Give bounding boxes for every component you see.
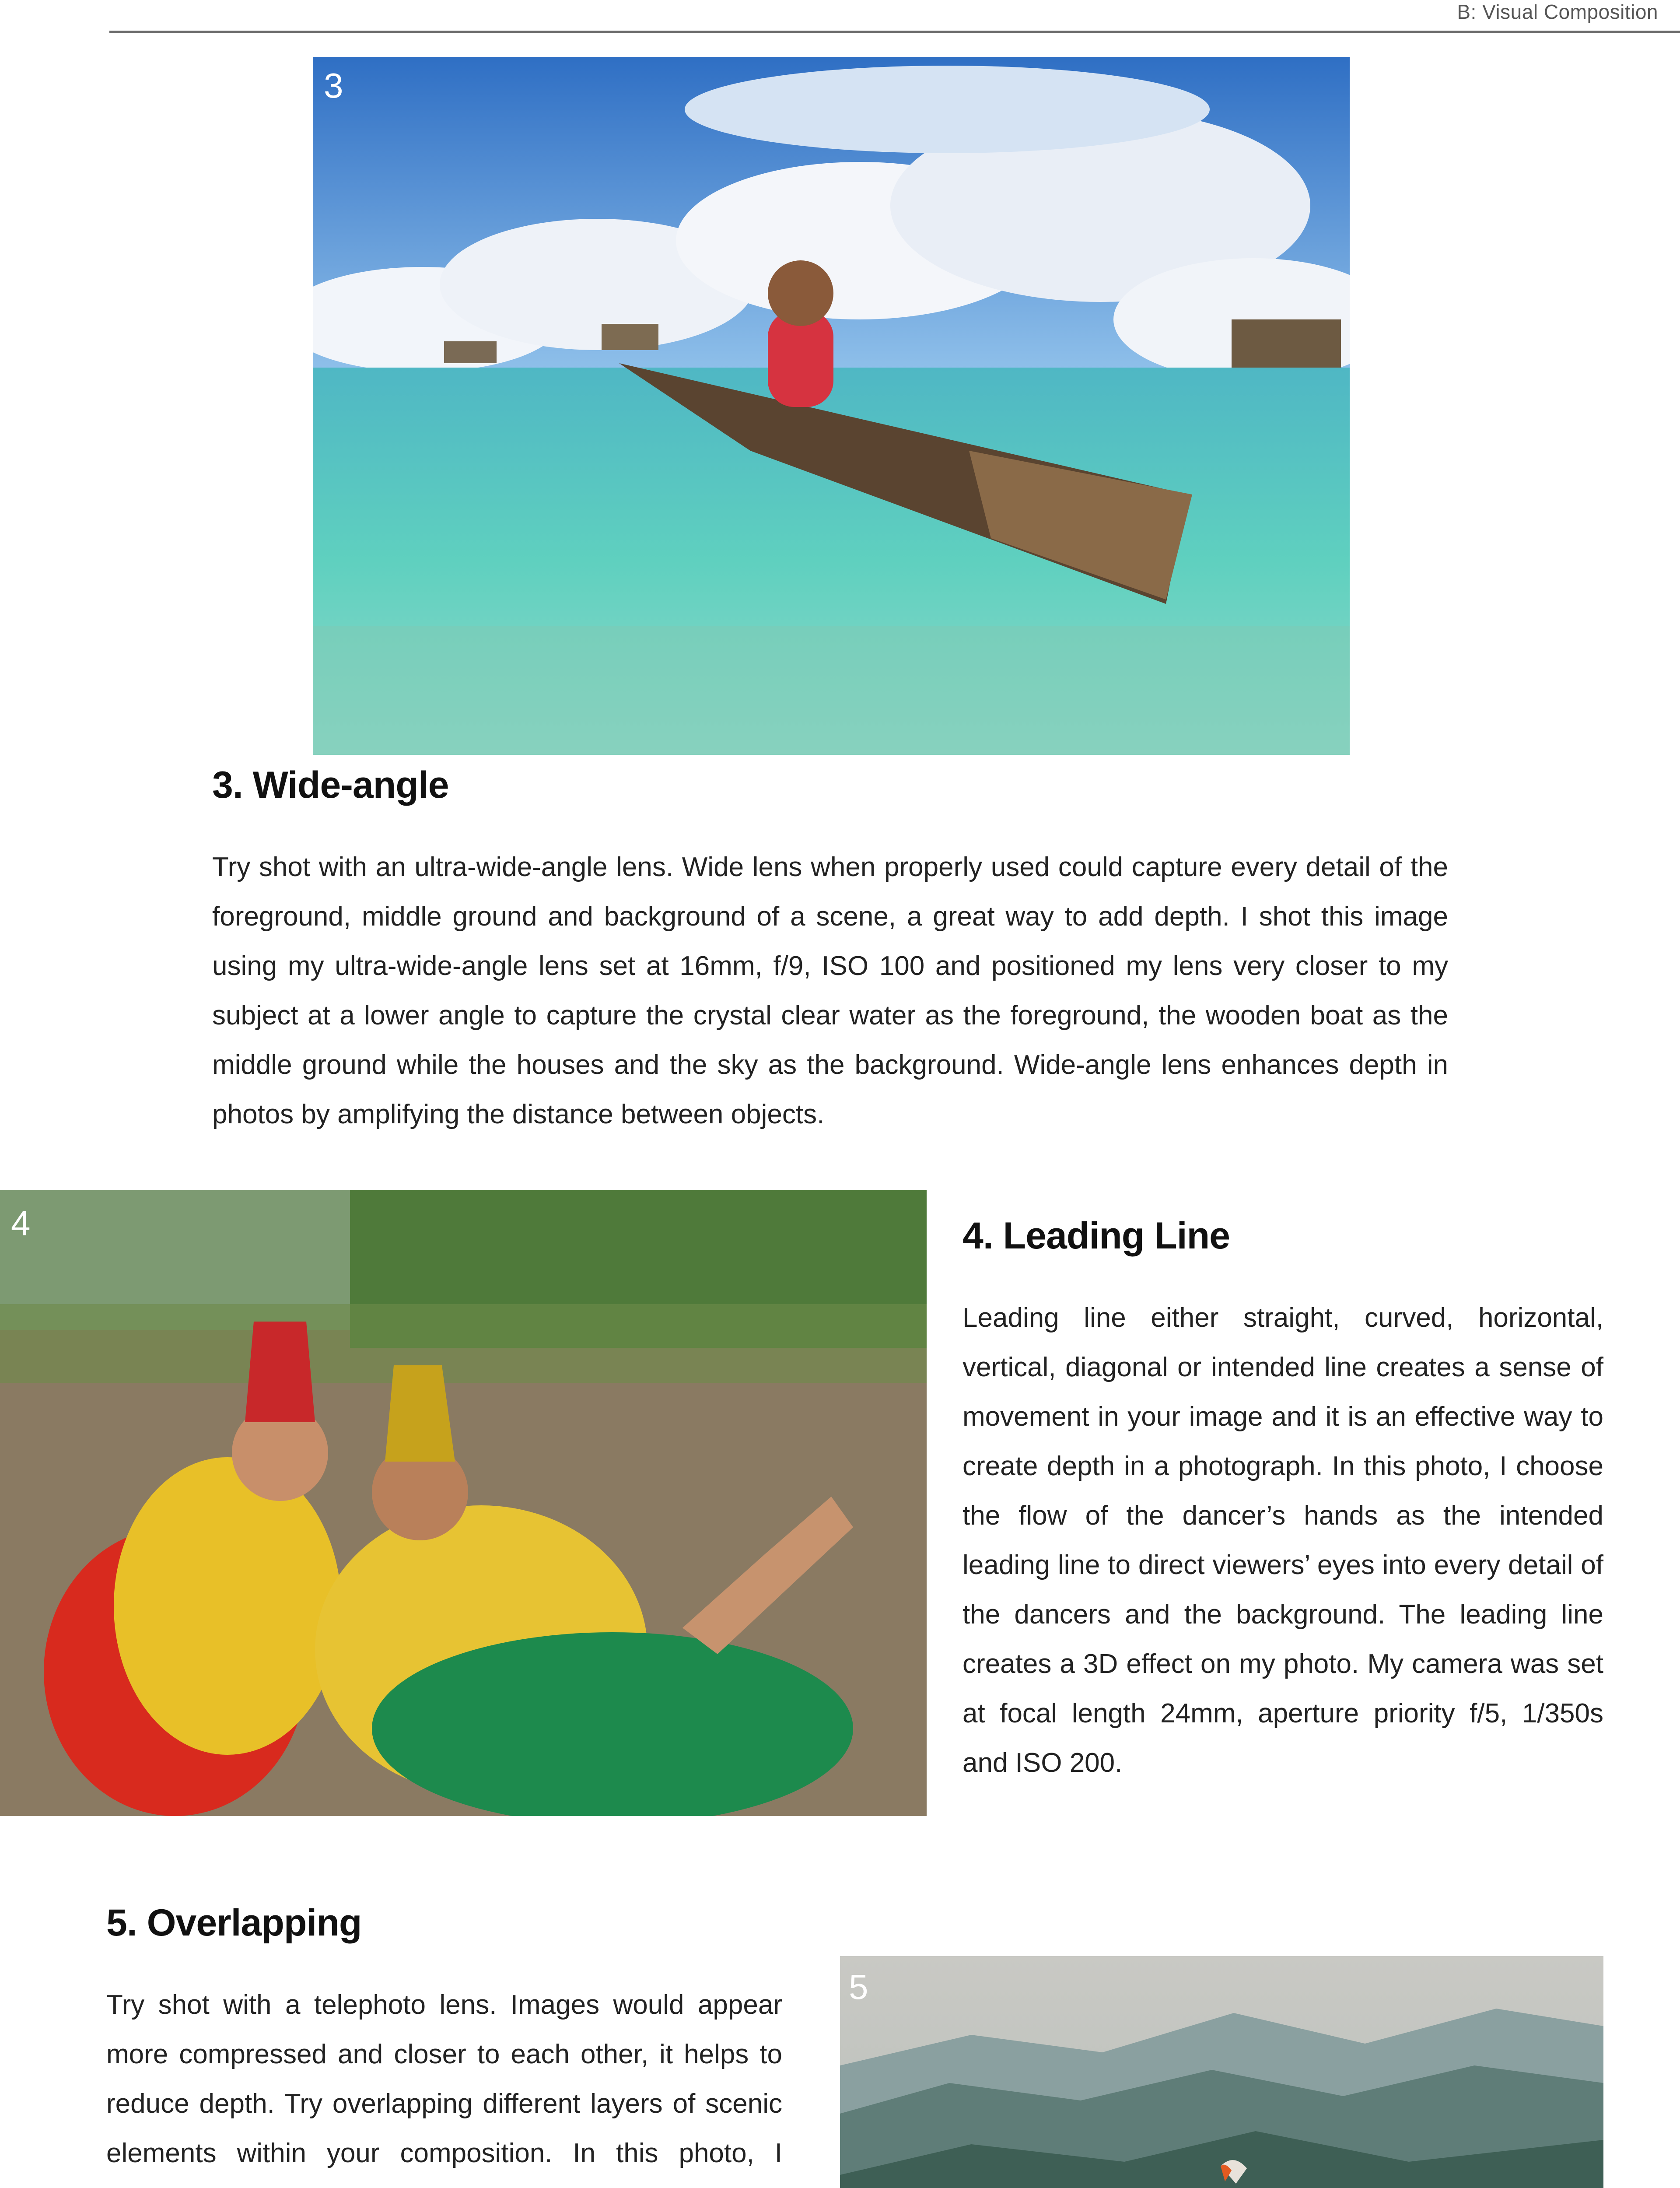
- dancers-image: [0, 1190, 927, 1816]
- section-3-heading: 3. Wide-angle: [212, 764, 449, 806]
- figure-5-number: 5: [849, 1967, 868, 2006]
- header-rule: [109, 31, 1680, 33]
- section-4-body: Leading line either straight, curved, horizontal, vertical, diagonal or intended line creates a sense of movement in your image and it is an effective way to create depth in a photograph. In this photo, I choose the flow of the dancer’s hands as the intended leading line to direct viewers’ eyes into every detail of the dancers and the background. The leading line creates a 3D effect on my photo. My camera was set at focal length 24mm, aperture priority f/5, 1/350s and ISO 200.: [962, 1303, 1603, 1778]
- section-label: B: Visual Composition: [1457, 0, 1658, 23]
- figure-4-photo: [0, 1190, 927, 1816]
- section-4-heading: 4. Leading Line: [962, 1215, 1230, 1257]
- figure-4-number: 4: [11, 1204, 31, 1243]
- section-5-body: Try shot with a telephoto lens. Images would appear more compressed and closer to each other, it helps to reduce depth. Try overlapping different layers of scenic elements within your composition. In this photo, I: [106, 1990, 782, 2168]
- figure-3-photo: [313, 57, 1350, 755]
- section-3-body: Try shot with an ultra-wide-angle lens. Wide lens when properly used could capture every detail of the foreground, middle ground and background of a scene, a great way to add depth. I shot this image using my ultra-wide-angle lens set at 16mm, f/9, ISO 100 and positioned my lens very closer to my subject at a lower angle to capture the crystal clear water as the foreground, the wooden boat as the middle ground while the houses and the sky as the background. Wide-angle lens enhances depth in photos by amplifying the distance between objects.: [212, 852, 1448, 1129]
- section-5-heading: 5. Overlapping: [106, 1902, 362, 1944]
- figure-5-photo: [840, 1956, 1603, 2188]
- mountain-paraglider-image: [840, 1956, 1603, 2188]
- boat-scene-image: [313, 57, 1350, 755]
- figure-3-number: 3: [324, 66, 343, 105]
